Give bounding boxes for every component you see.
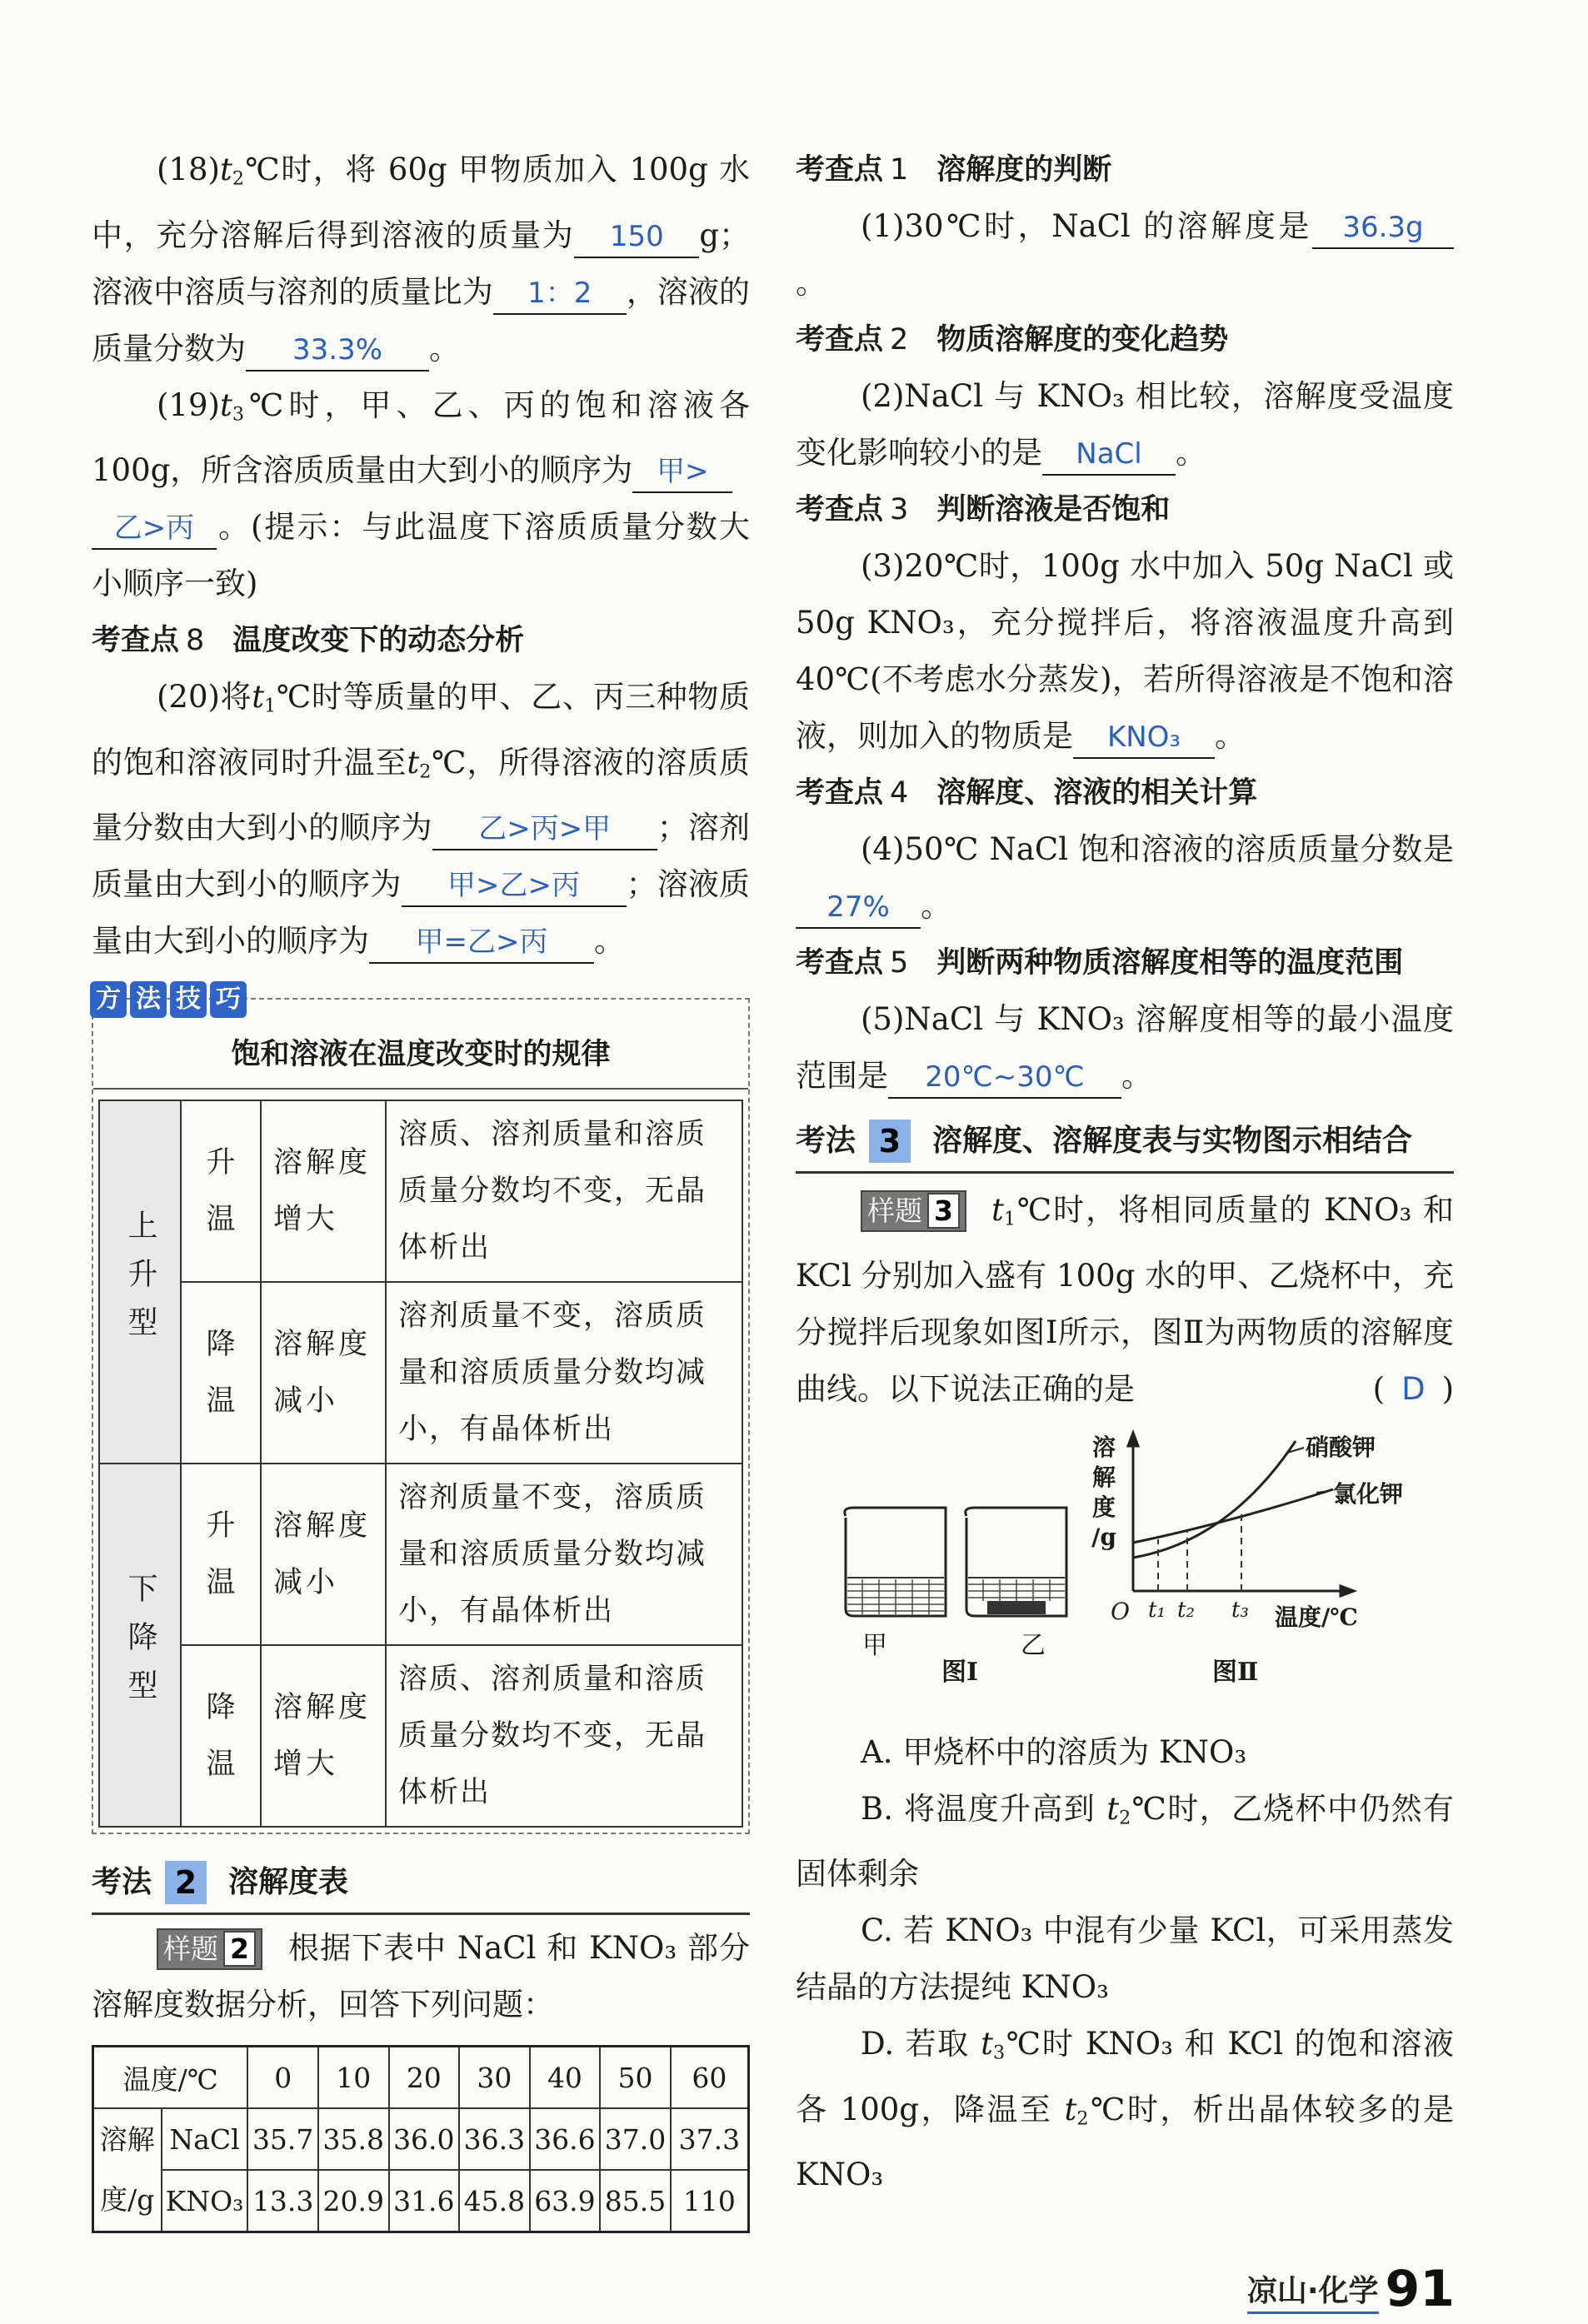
kaochadian-2: 考查点 2 物质溶解度的变化趋势: [796, 323, 1229, 357]
table-row: 溶解 度/g NaCl 35.7 35.8 36.0 36.3 36.6 37.0 37.3: [93, 2108, 749, 2170]
group-rising: 上升型: [99, 1100, 181, 1464]
beaker-jia: [845, 1508, 946, 1616]
option-d: D. 若取 $t_3℃$时 KNO₃ 和 KCl 的饱和溶液各 100g，降温至 $t_2℃$时，析出晶体较多的是 KNO₃: [796, 2026, 1454, 2193]
y-axis-label: 溶 解 度 /g: [1091, 1433, 1116, 1551]
method-tips-box: [92, 985, 750, 1834]
curve-kcl: [1133, 1489, 1333, 1543]
x-axis-label: 温度/℃: [1275, 1603, 1358, 1631]
answer-1: 36.3g: [1312, 207, 1454, 249]
example-3-tag: 样题 3: [861, 1190, 966, 1232]
answer-4: 27%: [796, 887, 921, 929]
kaochadian-3: 考查点 3 判断溶液是否饱和: [796, 493, 1171, 526]
table-row: 降温 溶解度减小 溶剂质量不变，溶质质量和溶质质量分数均减小，有晶体析出: [99, 1282, 742, 1464]
saturated-rule-table: [98, 1100, 743, 1828]
option-a: A. 甲烧杯中的溶质为 KNO₃: [861, 1733, 1247, 1770]
option-c: C. 若 KNO₃ 中混有少量 KCl，可采用蒸发结晶的方法提纯 KNO₃: [796, 1913, 1454, 2006]
origin-label: O: [1111, 1597, 1130, 1625]
answer-2: NaCl: [1042, 434, 1176, 476]
kaochadian-4: 考查点 4 溶解度、溶液的相关计算: [796, 776, 1258, 810]
method-tips-tag: 方 法 技 巧: [90, 981, 250, 1018]
table-row: 温度/℃ 0 10 20 30 40 50 60: [93, 2047, 749, 2109]
example-3: 样题 3 $t_1℃$时，将相同质量的 KNO₃ 和 KCl 分别加入盛有 100g 水的甲、乙烧杯中，充分搅拌后现象如图Ⅰ所示，图Ⅱ为两物质的溶解度曲线。以下说法正确的是 ( D ): [796, 1182, 1454, 1418]
label-yi: 乙: [1021, 1630, 1046, 1660]
table-row: 上升型 升温 溶解度增大 溶质、溶剂质量和溶质质量分数均不变，无晶体析出: [99, 1100, 742, 1282]
page-footer: [1246, 2260, 1455, 2318]
solubility-table: [92, 2045, 750, 2233]
label-kno3: 硝酸钾: [1306, 1433, 1376, 1461]
left-column: [92, 142, 750, 2233]
answer-20-fraction: 乙>丙>甲: [432, 809, 657, 850]
answer-5: 20℃~30℃: [888, 1057, 1121, 1099]
answer-18-fraction: 33.3%: [246, 330, 429, 372]
label-fig2: 图Ⅱ: [1212, 1657, 1259, 1687]
kaofa-2-heading: 考法 2 溶解度表: [92, 1853, 750, 1915]
question-20: (20)将$t_1℃$时等质量的甲、乙、丙三种物质的饱和溶液同时升温至$t_2℃$，所得溶液的溶质质量分数由大到小的顺序为 乙>丙>甲 ；溶剂质量由大到小的顺序为 甲>乙>丙 ；溶液质量由大到小的顺序为 甲=乙>丙 。: [92, 669, 750, 970]
question-5: (5)NaCl 与 KNO₃ 溶解度相等的最小温度范围是 20℃~30℃ 。: [796, 991, 1454, 1105]
answer-choice: ( D ): [1372, 1370, 1454, 1407]
answer-20-solution: 甲=乙>丙: [369, 922, 594, 964]
label-kcl: 氯化钾: [1333, 1479, 1404, 1508]
beaker-yi: [966, 1508, 1066, 1616]
kaochadian-1: 考查点 1 溶解度的判断: [796, 153, 1112, 187]
group-falling: 下降型: [99, 1464, 181, 1827]
page-number: 91: [1385, 2260, 1455, 2318]
answer-19-part2: 乙>丙: [92, 508, 217, 550]
table-row: 下降型 升温 溶解度减小 溶剂质量不变，溶质质量和溶质质量分数均减小，有晶体析出: [99, 1464, 742, 1645]
label-jia: 甲: [862, 1630, 887, 1660]
method-tips-title: 饱和溶液在温度改变时的规律: [93, 1000, 748, 1090]
table-row: 降温 溶解度增大 溶质、溶剂质量和溶质质量分数均不变，无晶体析出: [99, 1645, 742, 1827]
tick-t3: t₃: [1231, 1597, 1249, 1623]
kaochadian-8: 考查点 8 温度改变下的动态分析: [92, 624, 525, 658]
answer-19-part1: 甲>: [632, 451, 732, 493]
question-19: $(19)t_3℃$时，甲、乙、丙的饱和溶液各100g，所含溶质质量由大到小的顺序为 甲> 乙>丙 。(提示：与此温度下溶质质量分数大小顺序一致): [92, 387, 750, 602]
kaofa-3-heading: 考法 3 溶解度、溶解度表与实物图示相结合: [796, 1111, 1454, 1174]
figure-beakers-and-curves: [796, 1424, 1454, 1724]
figure-svg: [796, 1424, 1454, 1724]
right-column: [796, 142, 1454, 2203]
kaochadian-5: 考查点 5 判断两种物质溶解度相等的温度范围: [796, 946, 1404, 980]
table-row: KNO₃ 13.3 20.9 31.6 45.8 63.9 85.5 110: [93, 2170, 749, 2232]
footer-title: 凉山·化学: [1247, 2267, 1379, 2314]
tick-t2: t₂: [1177, 1597, 1195, 1623]
example-2: 样题 2 根据下表中 NaCl 和 KNO₃ 部分溶解度数据分析，回答下列问题：: [92, 1930, 750, 2023]
question-1: (1)30℃时，NaCl 的溶解度是 36.3g。: [796, 198, 1454, 312]
answer-18-ratio: 1：2: [493, 273, 627, 315]
example-2-tag: 样题 2: [157, 1928, 262, 1970]
answer-3: KNO₃: [1073, 717, 1215, 759]
option-b: B. 将温度升高到 $t_2℃$时，乙烧杯中仍然有固体剩余: [796, 1790, 1454, 1893]
question-18: $(18)t_2℃$时，将 60g 甲物质加入 100g 水中，充分溶解后得到溶液的质量为 150 g；溶液中溶质与溶剂的质量比为 1：2 ，溶液的质量分数为 33.3% 。: [92, 142, 750, 377]
question-3: (3)20℃时，100g 水中加入 50g NaCl 或 50g KNO₃，充分搅拌后，将溶液温度升高到 40℃(不考虑水分蒸发)，若所得溶液是不饱和溶液，则加入的物质是 KNO₃ 。: [796, 538, 1454, 765]
label-fig1: 图Ⅰ: [941, 1657, 979, 1687]
answer-18-mass: 150: [574, 217, 699, 258]
question-4: (4)50℃ NaCl 饱和溶液的溶质质量分数是27% 。: [796, 821, 1454, 935]
answer-20-solvent: 甲>乙>丙: [402, 865, 627, 907]
question-2: (2)NaCl 与 KNO₃ 相比较，溶解度受温度变化影响较小的是 NaCl 。: [796, 368, 1454, 481]
dashed-guides: [1158, 1513, 1241, 1591]
tick-t1: t₁: [1148, 1597, 1166, 1623]
